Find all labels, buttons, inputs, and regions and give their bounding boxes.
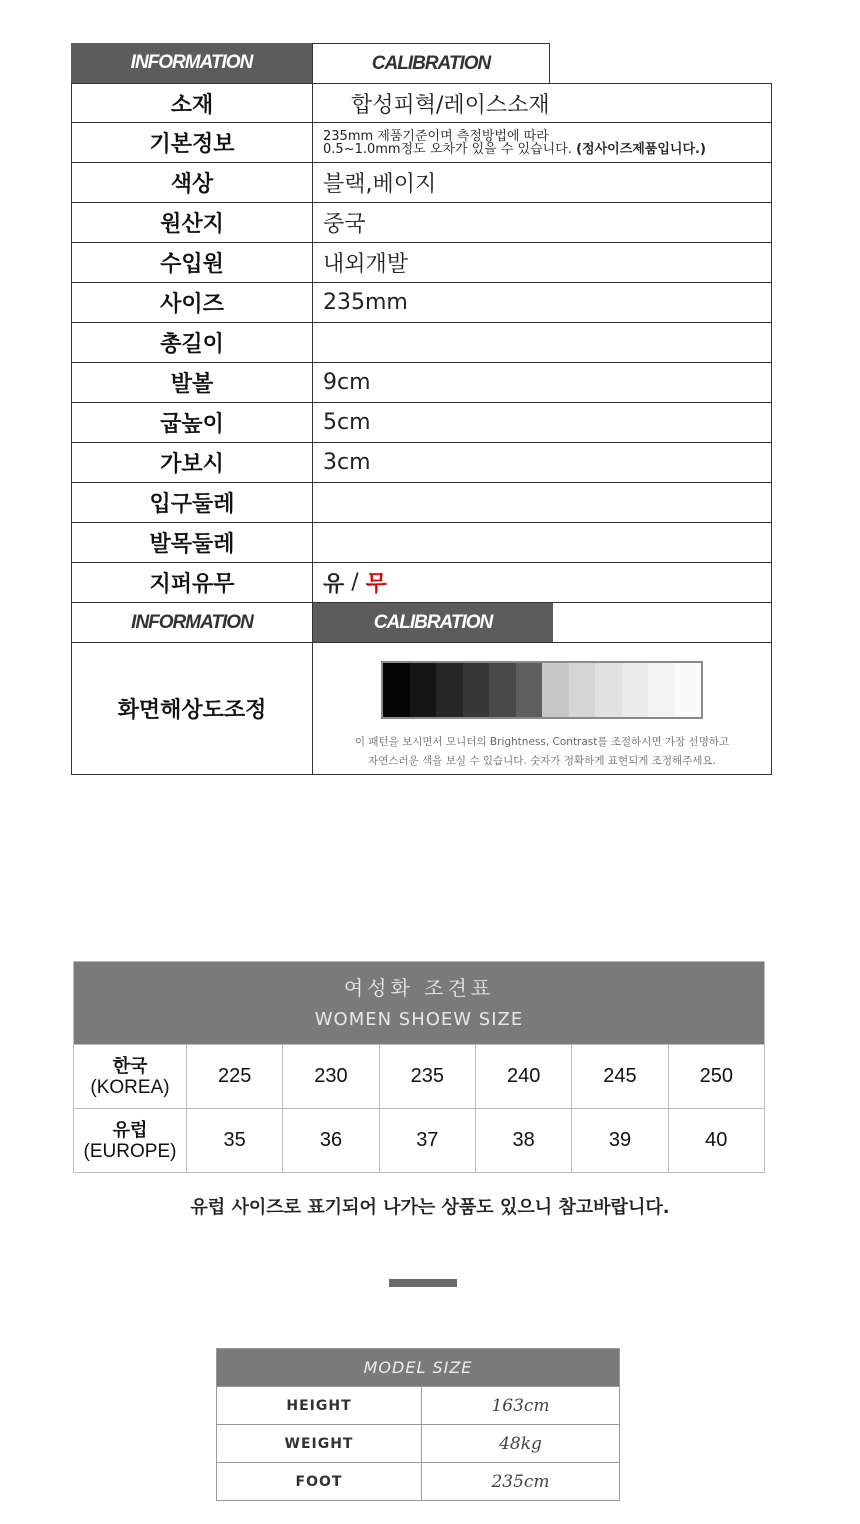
info-value — [313, 523, 771, 562]
info-label: 굽높이 — [72, 403, 313, 442]
basic-info-bold: (정사이즈제품입니다.) — [576, 141, 706, 157]
model-size-table — [216, 1348, 620, 1501]
size-cell: 38 — [476, 1109, 572, 1172]
model-key: WEIGHT — [217, 1425, 422, 1462]
model-size-title: MODEL SIZE — [217, 1349, 619, 1386]
calibration-cell — [313, 643, 771, 774]
calibration-label: 화면해상도조정 — [72, 643, 313, 774]
grayscale-swatch — [648, 663, 675, 717]
size-cell: 235 — [380, 1045, 476, 1108]
info-label: 가보시 — [72, 443, 313, 482]
info-label: 발볼 — [72, 363, 313, 402]
grayscale-swatch — [569, 663, 596, 717]
info-row-basic — [72, 123, 771, 163]
grayscale-swatch — [436, 663, 463, 717]
calibration-note — [313, 733, 771, 771]
size-cell: 39 — [572, 1109, 668, 1172]
calibration-note-line2: 자연스러운 색을 보실 수 있습니다. 숫자가 정확하게 표현되게 조정해주세요. — [368, 755, 716, 767]
zipper-separator: / — [344, 570, 366, 595]
calibration-note-line1: 이 패턴을 보시면서 모니터의 Brightness, Contrast를 조절하시면 가장 선명하고 — [354, 736, 730, 748]
size-cell: 245 — [572, 1045, 668, 1108]
tab-information[interactable]: INFORMATION — [71, 43, 312, 83]
size-cell: 36 — [283, 1109, 379, 1172]
info-label: 발목둘레 — [72, 523, 313, 562]
basic-info-line1: 235mm 제품기준이며 측정방법에 따라 — [323, 128, 549, 144]
grayscale-swatch — [463, 663, 490, 717]
grayscale-swatch — [383, 663, 410, 717]
info-row-importer — [72, 243, 771, 283]
model-row-height — [217, 1386, 619, 1424]
info-value — [313, 123, 771, 162]
size-row-europe — [74, 1108, 764, 1172]
info-value: 3cm — [323, 450, 371, 475]
info-row-ankle — [72, 523, 771, 563]
grayscale-swatch — [675, 663, 702, 717]
zipper-no: 무 — [365, 572, 387, 597]
grayscale-swatch — [622, 663, 649, 717]
info-row-zipper — [72, 563, 771, 603]
info-row-platform — [72, 443, 771, 483]
calibration-tab-row — [72, 603, 771, 643]
tab-information-2[interactable]: INFORMATION — [72, 603, 313, 642]
size-cell: 225 — [187, 1045, 283, 1108]
info-row-opening — [72, 483, 771, 523]
women-size-table — [73, 961, 765, 1173]
info-row-size — [72, 283, 771, 323]
size-row-korea — [74, 1044, 764, 1108]
model-key: FOOT — [217, 1463, 422, 1500]
grayscale-swatch — [595, 663, 622, 717]
info-label: 사이즈 — [72, 283, 313, 322]
model-row-foot — [217, 1462, 619, 1500]
size-title-en: WOMEN SHOEW SIZE — [314, 1009, 524, 1030]
info-label: 기본정보 — [72, 123, 313, 162]
tab-calibration-2[interactable]: CALIBRATION — [313, 603, 553, 642]
section-divider — [389, 1279, 457, 1287]
info-value: 5cm — [323, 410, 371, 435]
grayscale-swatch-strip — [381, 661, 703, 719]
info-row-length — [72, 323, 771, 363]
info-value — [313, 323, 771, 362]
info-label: 원산지 — [72, 203, 313, 242]
info-value: 합성피혁/레이스소재 — [351, 92, 550, 118]
info-row-width — [72, 363, 771, 403]
size-cell: 250 — [699, 1065, 733, 1087]
info-value: 중국 — [323, 212, 366, 237]
size-cell: 35 — [187, 1109, 283, 1172]
info-row-color — [72, 163, 771, 203]
size-cell: 240 — [476, 1045, 572, 1108]
model-value: 235cm — [491, 1471, 550, 1492]
model-row-weight — [217, 1424, 619, 1462]
info-value — [313, 483, 771, 522]
grayscale-swatch — [410, 663, 437, 717]
grayscale-swatch — [516, 663, 543, 717]
info-value: 9cm — [323, 370, 371, 395]
info-label: 지퍼유무 — [72, 563, 313, 602]
info-value: 235mm — [323, 290, 408, 315]
info-label: 수입원 — [72, 243, 313, 282]
size-row-label: 한국 (KOREA) — [74, 1045, 187, 1108]
model-value: 48kg — [499, 1433, 542, 1454]
grayscale-swatch — [542, 663, 569, 717]
calibration-row — [72, 643, 771, 775]
info-value: 내외개발 — [323, 252, 409, 277]
model-key: HEIGHT — [217, 1387, 422, 1424]
info-value — [313, 563, 771, 602]
info-label: 소재 — [72, 84, 313, 122]
info-label: 총길이 — [72, 323, 313, 362]
size-cell: 37 — [380, 1109, 476, 1172]
zipper-yes: 유 — [323, 572, 345, 597]
info-label: 입구둘레 — [72, 483, 313, 522]
info-row-origin — [72, 203, 771, 243]
size-note: 유럽 사이즈로 표기되어 나가는 상품도 있으니 참고바랍니다. — [190, 1197, 670, 1218]
tab-calibration[interactable]: CALIBRATION — [312, 43, 550, 84]
info-value: 블랙,베이지 — [323, 172, 437, 197]
basic-info-line2: 0.5~1.0mm정도 오차가 있을 수 있습니다. (정사이즈제품입니다.) — [323, 141, 706, 157]
grayscale-swatch — [489, 663, 516, 717]
info-row-heel — [72, 403, 771, 443]
info-row-material — [72, 83, 771, 123]
product-info-table — [71, 83, 772, 775]
size-cell: 230 — [283, 1045, 379, 1108]
size-row-label: 유럽 (EUROPE) — [74, 1109, 187, 1172]
size-title-kr: 여성화 조견표 — [343, 976, 495, 1000]
model-value: 163cm — [491, 1395, 550, 1416]
info-label: 색상 — [72, 163, 313, 202]
size-cell: 40 — [705, 1129, 728, 1151]
size-table-header — [74, 962, 764, 1044]
